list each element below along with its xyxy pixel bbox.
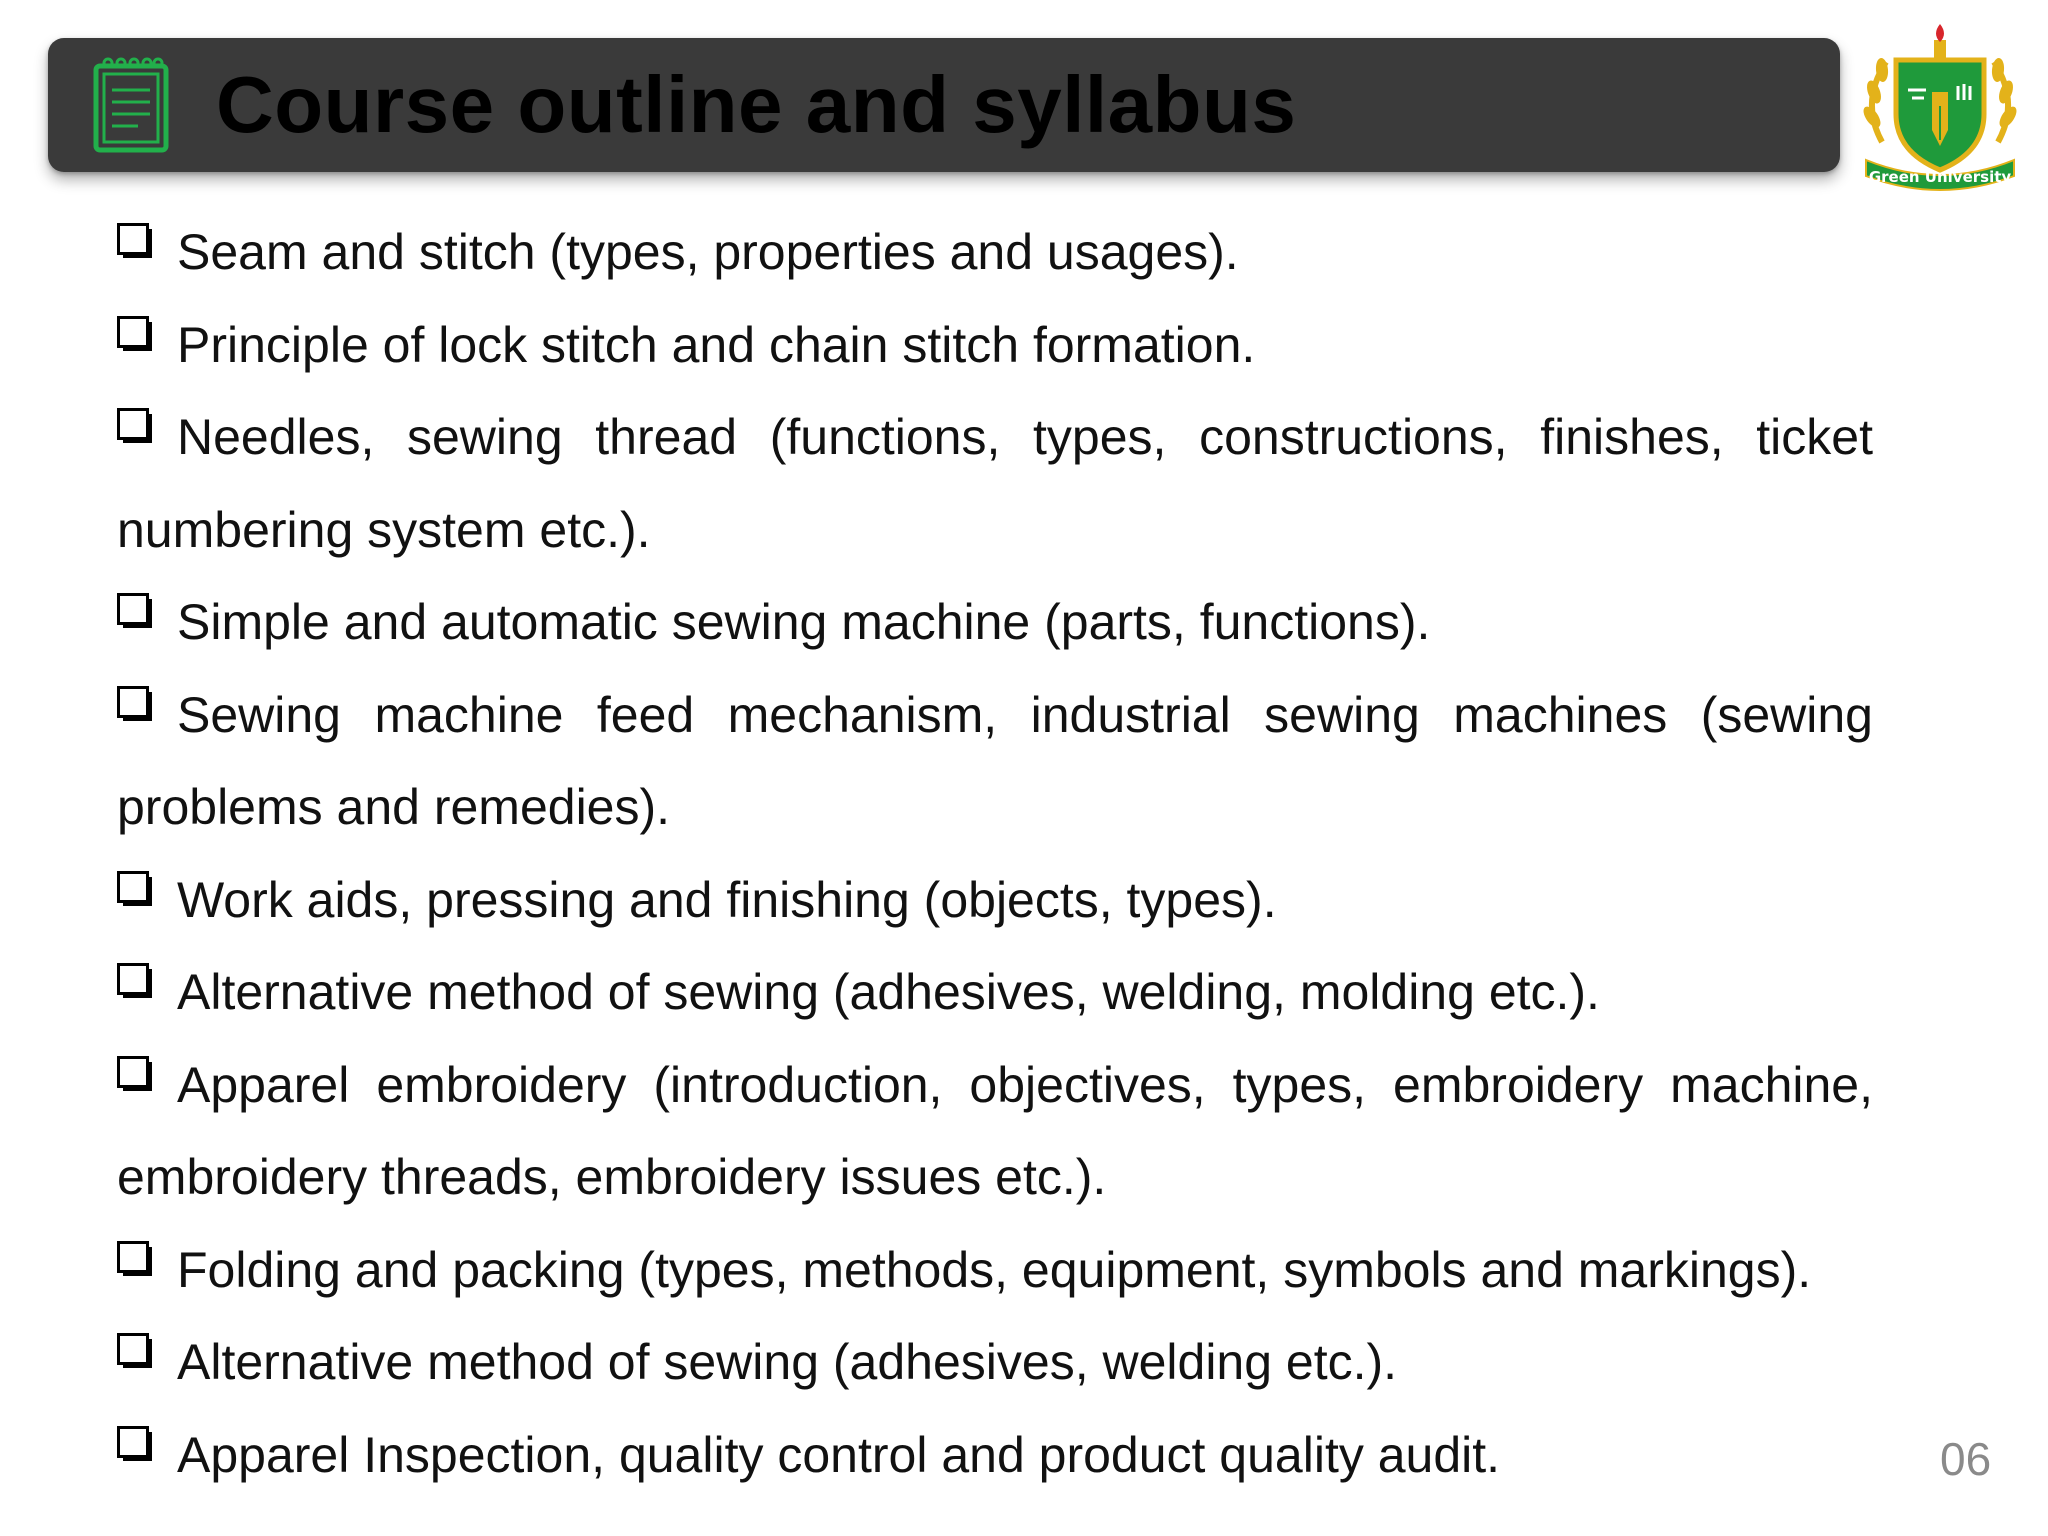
slide-title: Course outline and syllabus	[216, 60, 1297, 149]
green-university-logo	[1852, 22, 2028, 198]
notepad-icon	[92, 54, 172, 154]
syllabus-list	[117, 206, 1873, 1501]
list-item-text: Apparel embroidery (introduction, objectives, types, embroidery machine, embroidery threads, embroidery issues etc.).	[117, 1056, 1873, 1205]
list-item	[117, 854, 1873, 947]
list-item-text: Folding and packing (types, methods, equipment, symbols and markings).	[177, 1241, 1812, 1298]
list-item	[117, 1039, 1873, 1224]
list-item-text: Seam and stitch (types, properties and usages).	[177, 224, 1239, 280]
list-item-text: Work aids, pressing and finishing (objects, types).	[177, 871, 1277, 928]
checkbox-bullet-icon	[117, 686, 153, 722]
list-item	[117, 299, 1873, 392]
list-item	[117, 1316, 1873, 1409]
logo-caption: Green University	[1868, 168, 2012, 186]
page-number: 06	[1940, 1433, 1992, 1485]
list-item	[117, 1224, 1873, 1317]
checkbox-bullet-icon	[117, 871, 153, 907]
checkbox-bullet-icon	[117, 963, 153, 999]
list-item-text: Principle of lock stitch and chain stitch formation.	[177, 316, 1256, 373]
checkbox-bullet-icon	[117, 316, 153, 352]
list-item-text: Simple and automatic sewing machine (parts, functions).	[177, 594, 1431, 650]
list-item-text: Apparel Inspection, quality control and product quality audit.	[177, 1426, 1501, 1483]
checkbox-bullet-icon	[117, 1241, 153, 1277]
list-item-text: Alternative method of sewing (adhesives, welding etc.).	[177, 1334, 1398, 1390]
checkbox-bullet-icon	[117, 1333, 153, 1369]
list-item	[117, 1409, 1873, 1502]
list-item-text: Alternative method of sewing (adhesives, welding, molding etc.).	[177, 964, 1600, 1020]
checkbox-bullet-icon	[117, 223, 153, 259]
list-item	[117, 206, 1873, 299]
list-item	[117, 391, 1873, 576]
title-bar	[48, 38, 1840, 172]
list-item	[117, 669, 1873, 854]
checkbox-bullet-icon	[117, 408, 153, 444]
checkbox-bullet-icon	[117, 1426, 153, 1462]
list-item	[117, 946, 1873, 1039]
checkbox-bullet-icon	[117, 1056, 153, 1092]
checkbox-bullet-icon	[117, 593, 153, 629]
list-item-text: Sewing machine feed mechanism, industrial sewing machines (sewing problems and remedies).	[117, 686, 1873, 835]
list-item-text: Needles, sewing thread (functions, types, constructions, finishes, ticket numbering system etc.).	[117, 409, 1873, 558]
list-item	[117, 576, 1873, 669]
